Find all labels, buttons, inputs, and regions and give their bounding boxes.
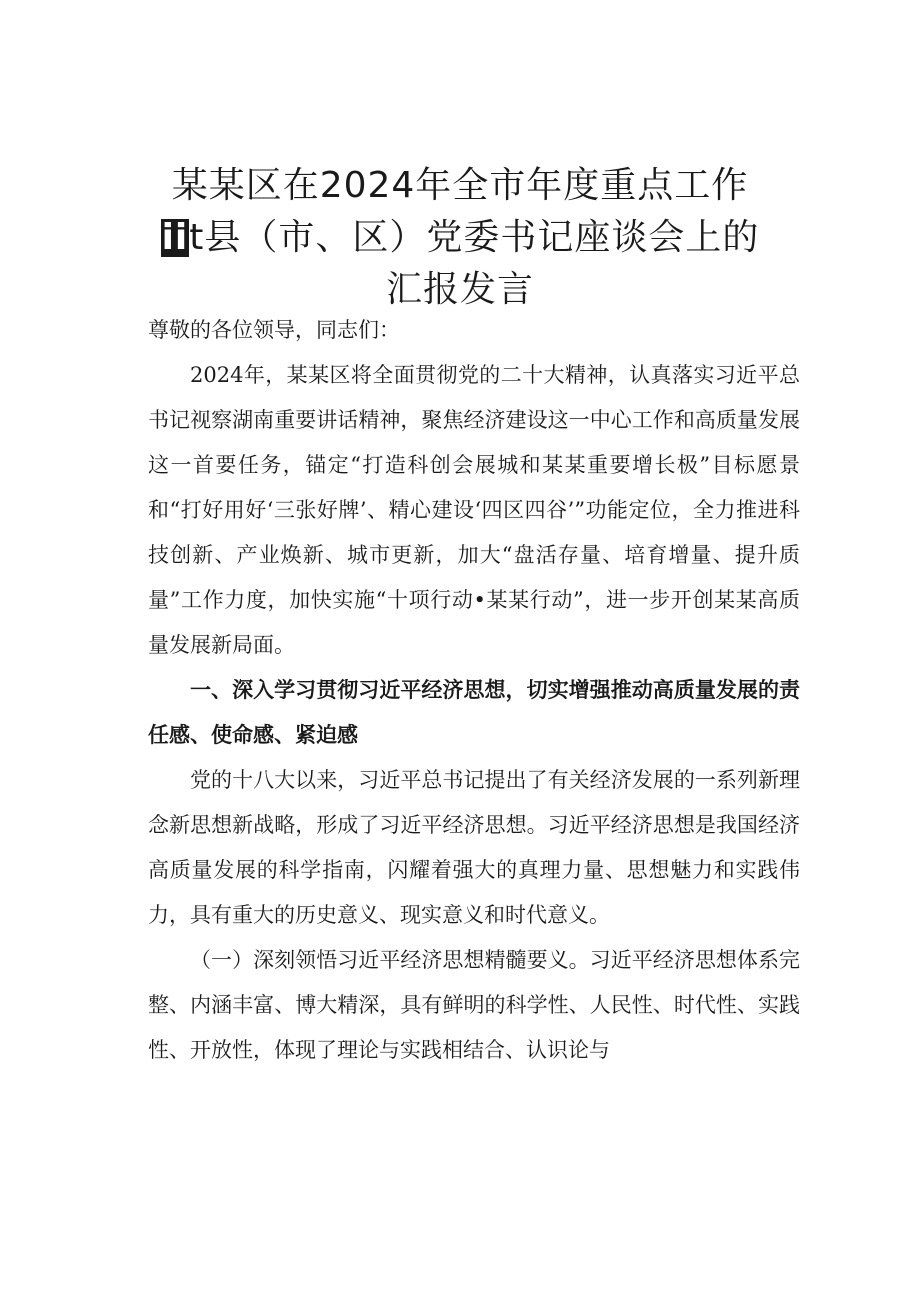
salutation: 尊敬的各位领导，同志们： — [148, 318, 400, 342]
paragraph-intro: 2024年，某某区将全面贯彻党的二十大精神，认真落实习近平总书记视察湖南重要讲话精神，聚焦经济建设这一中心工作和高质量发展这一首要任务，锚定“打造科创会展城和某某重要增长极”目标愿景和“打好用好‘三张好牌’、精心建设‘四区四谷’”功能定位，全力推进科技创新、产业焕新、城市更新，加大“盘活存量、培育增量、提升质量”工作力度，加快实施“十项行动•某某行动”，进一步开创某某高质量发展新局面。 — [148, 363, 800, 657]
title-artifact: ii — [161, 217, 189, 258]
document-title — [120, 160, 800, 316]
paragraph-section-1: 党的十八大以来，习近平总书记提出了有关经济发展的一系列新理念新思想新战略，形成了习近平经济思想。习近平经济思想是我国经济高质量发展的科学指南，闪耀着强大的真理力量、思想魅力和实践伟力，具有重大的历史意义、现实意义和时代意义。 — [148, 768, 800, 927]
section-heading-1: 一、深入学习贯彻习近平经济思想，切实增强推动高质量发展的责任感、使命感、紧迫感 — [148, 678, 800, 747]
title-line-2 — [120, 212, 800, 264]
paragraph-subsection-1: （一）深刻领悟习近平经济思想精髓要义。习近平经济思想体系完整、内涵丰富、博大精深，具有鲜明的科学性、人民性、时代性、实践性、开放性，体现了理论与实践相结合、认识论与 — [148, 948, 800, 1062]
document-body — [148, 308, 800, 1073]
title-line-3: 汇报发言 — [385, 269, 534, 310]
title-line-2-text: t县（市、区）党委书记座谈会上的 — [189, 217, 760, 258]
title-line-1: 某某区在2024年全市年度重点工作 — [171, 165, 749, 206]
